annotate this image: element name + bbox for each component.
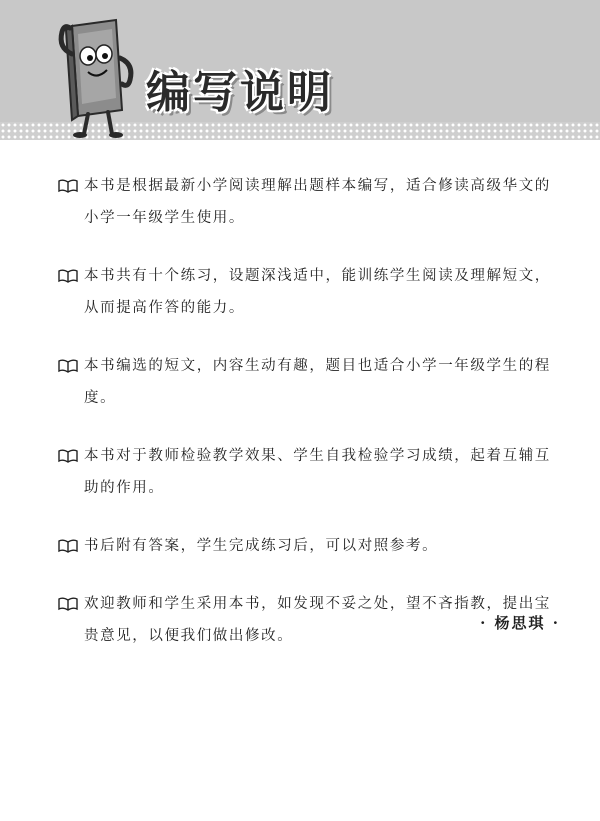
list-item bbox=[58, 530, 558, 562]
list-item bbox=[58, 260, 558, 324]
list-item-text: 本书共有十个练习，设题深浅适中，能训练学生阅读及理解短文，从而提高作答的能力。 bbox=[84, 268, 551, 316]
list-item-text: 本书编选的短文，内容生动有趣，题目也适合小学一年级学生的程度。 bbox=[84, 358, 551, 406]
open-book-icon bbox=[58, 359, 78, 373]
notes-list bbox=[58, 170, 558, 678]
list-item bbox=[58, 170, 558, 234]
page-title: 编写说明 bbox=[146, 67, 334, 118]
open-book-icon bbox=[58, 539, 78, 553]
open-book-icon bbox=[58, 179, 78, 193]
open-book-icon bbox=[58, 449, 78, 463]
list-item bbox=[58, 350, 558, 414]
list-item-text: 本书对于教师检验教学效果、学生自我检验学习成绩，起着互辅互助的作用。 bbox=[84, 448, 551, 496]
open-book-icon bbox=[58, 597, 78, 611]
list-item-text: 本书是根据最新小学阅读理解出题样本编写，适合修读高级华文的小学一年级学生使用。 bbox=[84, 178, 551, 226]
author-signature: · 杨思琪 · bbox=[480, 614, 560, 632]
book-mascot-icon bbox=[50, 18, 140, 140]
list-item bbox=[58, 440, 558, 504]
list-item-text: 书后附有答案，学生完成练习后，可以对照参考。 bbox=[84, 538, 439, 554]
list-item-text: 欢迎教师和学生采用本书，如发现不妥之处，望不吝指教，提出宝贵意见，以便我们做出修改。 bbox=[84, 596, 551, 644]
open-book-icon bbox=[58, 269, 78, 283]
